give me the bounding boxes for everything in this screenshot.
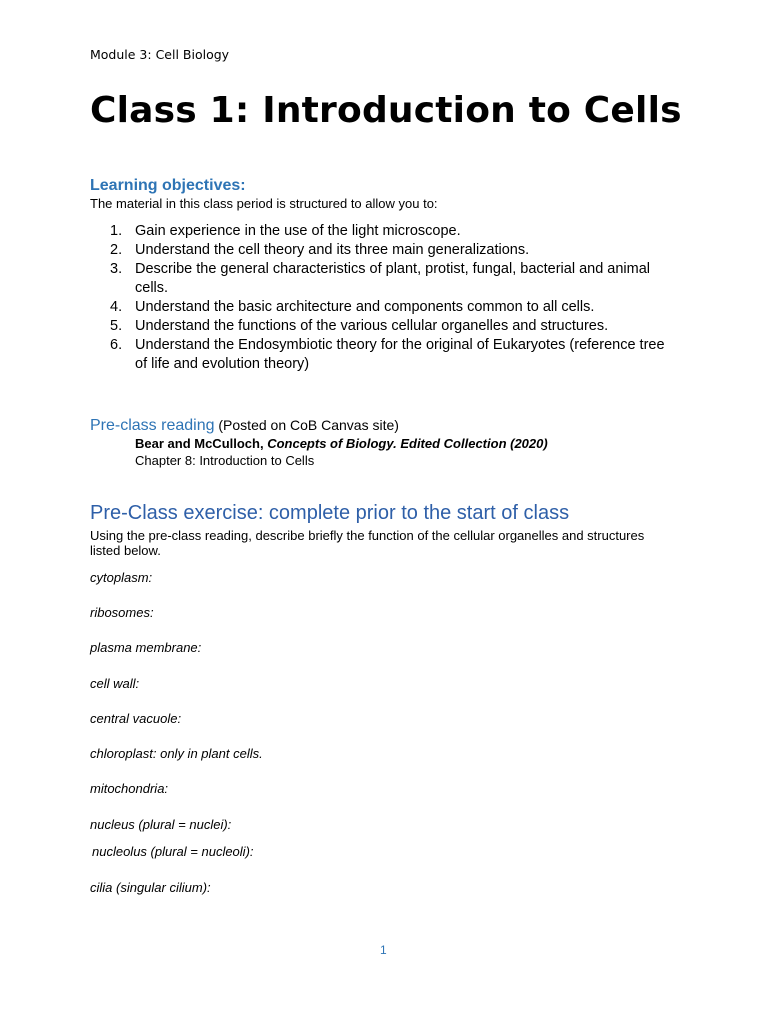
term-cytoplasm: cytoplasm: <box>90 570 153 585</box>
objective-item <box>110 336 670 374</box>
module-header: Module 3: Cell Biology <box>90 47 230 62</box>
term-plasma-membrane: plasma membrane: <box>90 640 202 655</box>
term-chloroplast: chloroplast: only in plant cells. <box>90 746 263 761</box>
objective-item <box>110 298 670 317</box>
objective-text: Understand the Endosymbiotic theory for the original of Eukaryotes (reference tree of life and evolution theory) <box>135 337 665 372</box>
reading-chapter: Chapter 8: Introduction to Cells <box>135 453 315 468</box>
objective-text: Gain experience in the use of the light microscope. <box>135 223 461 239</box>
objective-item <box>110 260 670 298</box>
objective-number: 2. <box>110 242 123 258</box>
objective-text: Understand the cell theory and its three main generalizations. <box>135 242 530 258</box>
term-central-vacuole: central vacuole: <box>90 711 182 726</box>
page-number: 1 <box>380 943 387 957</box>
objective-item <box>110 222 670 241</box>
objective-number: 3. <box>110 261 123 277</box>
term-mitochondria: mitochondria: <box>90 781 169 796</box>
term-nucleus: nucleus (plural = nuclei): <box>90 817 232 832</box>
learning-objectives-heading: Learning objectives: <box>90 177 246 194</box>
objective-text: Understand the functions of the various cellular organelles and structures. <box>135 318 609 334</box>
objective-item <box>110 317 670 336</box>
pre-class-reading-note: (Posted on CoB Canvas site) <box>214 417 399 433</box>
objective-number: 1. <box>110 223 123 239</box>
reading-reference <box>135 436 548 451</box>
learning-objectives-intro: The material in this class period is structured to allow you to: <box>90 196 438 211</box>
pre-class-reading-label: Pre-class reading <box>90 417 215 434</box>
reading-book-title: Concepts of Biology. Edited Collection (2020) <box>267 436 548 451</box>
objective-number: 5. <box>110 318 123 334</box>
term-cell-wall: cell wall: <box>90 676 140 691</box>
pre-class-reading-line <box>90 417 399 435</box>
objective-number: 4. <box>110 299 123 315</box>
term-nucleolus: nucleolus (plural = nucleoli): <box>92 844 254 859</box>
term-ribosomes: ribosomes: <box>90 605 154 620</box>
page-title: Class 1: Introduction to Cells <box>90 90 682 131</box>
reading-authors: Bear and McCulloch, <box>135 436 268 451</box>
objective-text: Understand the basic architecture and components common to all cells. <box>135 299 595 315</box>
objective-text: Describe the general characteristics of plant, protist, fungal, bacterial and animal cells. <box>135 261 651 296</box>
pre-class-exercise-intro: Using the pre-class reading, describe briefly the function of the cellular organelles and structures listed below. <box>90 528 645 558</box>
pre-class-exercise-heading: Pre-Class exercise: complete prior to the start of class <box>90 502 570 524</box>
objective-number: 6. <box>110 337 123 353</box>
objective-item <box>110 241 670 260</box>
objectives-list <box>110 222 670 374</box>
term-cilia: cilia (singular cilium): <box>90 880 211 895</box>
